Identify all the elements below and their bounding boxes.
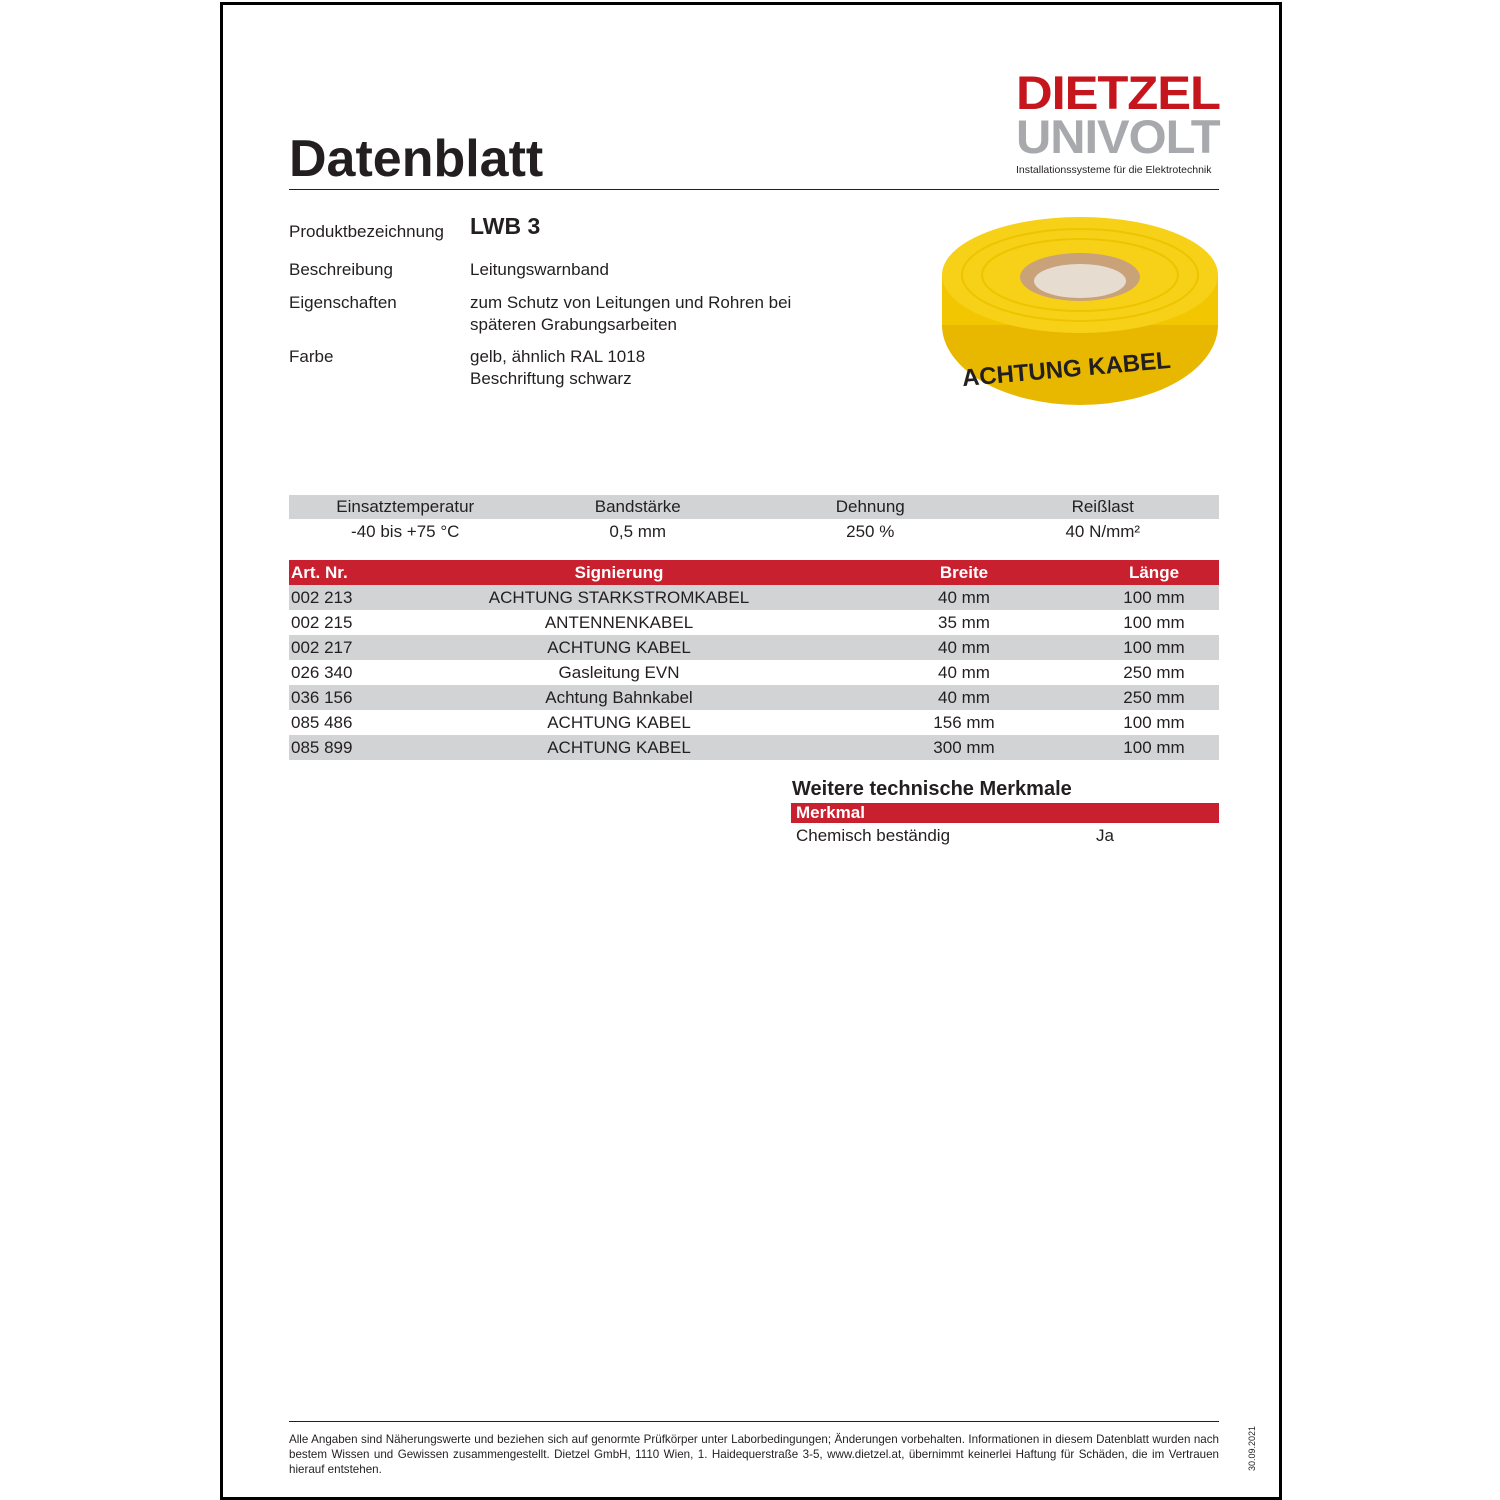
roll-core-hole [1034, 264, 1126, 298]
article-number: 085 899 [291, 737, 353, 757]
spec-value: 250 % [846, 522, 895, 541]
additional-features [791, 775, 1219, 849]
feature-name: Chemisch beständig [796, 826, 951, 845]
feature-row [791, 823, 1219, 849]
product-image [939, 205, 1221, 415]
article-signing: Achtung Bahnkabel [545, 687, 693, 707]
property-value-line: späteren Grabungsarbeiten [470, 315, 677, 334]
article-number: 026 340 [291, 662, 353, 682]
article-width: 35 mm [938, 612, 990, 632]
spec-value: -40 bis +75 °C [351, 522, 460, 541]
spec-value: 40 N/mm² [1065, 522, 1141, 541]
article-width: 40 mm [938, 687, 990, 707]
table-row [289, 585, 1219, 610]
spec-value: 0,5 mm [609, 522, 667, 541]
article-number: 002 215 [291, 612, 353, 632]
spec-header: Reißlast [1071, 497, 1134, 516]
feature-value: Ja [1096, 826, 1114, 845]
article-header: Länge [1128, 562, 1180, 582]
article-signing: Gasleitung EVN [558, 662, 680, 682]
logo-line-2: UNIVOLT [1016, 110, 1220, 163]
article-length: 250 mm [1123, 662, 1185, 682]
property-label: Beschreibung [289, 260, 393, 279]
property-label: Farbe [289, 347, 334, 366]
article-header: Breite [939, 562, 989, 582]
article-number: 002 213 [291, 587, 353, 607]
article-width: 40 mm [938, 637, 990, 657]
tape-print-text: ACHTUNG KABEL [960, 346, 1172, 393]
article-width: 156 mm [933, 712, 995, 732]
datasheet-page [220, 2, 1282, 1500]
article-signing: ACHTUNG KABEL [547, 712, 691, 732]
article-width: 300 mm [933, 737, 995, 757]
article-signing: ACHTUNG STARKSTROMKABEL [488, 587, 750, 607]
property-label: Eigenschaften [289, 293, 397, 312]
table-row [289, 710, 1219, 735]
property-value-line: Beschriftung schwarz [470, 369, 632, 388]
article-header: Signierung [574, 562, 664, 582]
footer-disclaimer: Alle Angaben sind Näherungswerte und beziehen sich auf genormte Prüfkörper unter Laborbedingungen; Änderungen vorbehalten. Informationen in diesem Datenblatt wurden nach bestem Wissen und Gewissen zusammengestellt. Dietzel GmbH, 1110 Wien, 1. Haidequerstraße 3-5, www.dietzel.at, übernimmt keinerlei Haftung für Schäden, die im Vertrauen hierauf entstehen. [289, 1433, 1219, 1476]
spec-header: Dehnung [835, 497, 905, 516]
article-number: 002 217 [291, 637, 353, 657]
article-width: 40 mm [938, 662, 990, 682]
product-name: LWB 3 [470, 213, 541, 239]
company-logo [1016, 66, 1220, 176]
page-content [289, 5, 1257, 1497]
article-table [289, 560, 1219, 760]
article-signing: ANTENNENKABEL [544, 612, 694, 632]
spec-header: Einsatztemperatur [336, 497, 475, 516]
document-date: 30.09.2021 [1247, 1425, 1257, 1471]
article-signing: ACHTUNG KABEL [547, 737, 691, 757]
footer-divider [289, 1421, 1219, 1422]
article-rows [289, 585, 1219, 760]
logo-tagline: Installationssysteme für die Elektrotechnik [1016, 164, 1212, 176]
spec-value-row [289, 519, 1219, 545]
page-title: Datenblatt [289, 130, 544, 188]
article-header: Art. Nr. [291, 562, 348, 582]
article-number: 085 486 [291, 712, 353, 732]
feature-header: Merkmal [791, 803, 1219, 823]
table-row [289, 685, 1219, 710]
table-row [289, 610, 1219, 635]
article-signing: ACHTUNG KABEL [547, 637, 691, 657]
article-header-row [289, 560, 1219, 585]
tape-roll-illustration [939, 205, 1221, 415]
article-width: 40 mm [938, 587, 990, 607]
spec-header: Bandstärke [594, 497, 681, 516]
spec-table [289, 495, 1219, 545]
table-row [289, 735, 1219, 760]
additional-features-heading: Weitere technische Merkmale [792, 778, 1072, 800]
article-length: 250 mm [1123, 687, 1185, 707]
table-row [289, 660, 1219, 685]
table-row [289, 635, 1219, 660]
property-value [470, 292, 890, 336]
article-length: 100 mm [1123, 587, 1185, 607]
property-value: Leitungswarnband [470, 260, 609, 279]
article-length: 100 mm [1123, 612, 1185, 632]
property-value-line: gelb, ähnlich RAL 1018 [470, 347, 646, 366]
article-length: 100 mm [1123, 737, 1185, 757]
logo-line-1: DIETZEL [1016, 66, 1220, 119]
spec-header-row [289, 495, 1219, 519]
property-value-line: zum Schutz von Leitungen und Rohren bei [470, 293, 792, 312]
article-length: 100 mm [1123, 637, 1185, 657]
title-divider [289, 189, 1219, 190]
article-number: 036 156 [291, 687, 353, 707]
property-label: Produktbezeichnung [289, 222, 445, 241]
article-length: 100 mm [1123, 712, 1185, 732]
property-value [470, 346, 890, 390]
